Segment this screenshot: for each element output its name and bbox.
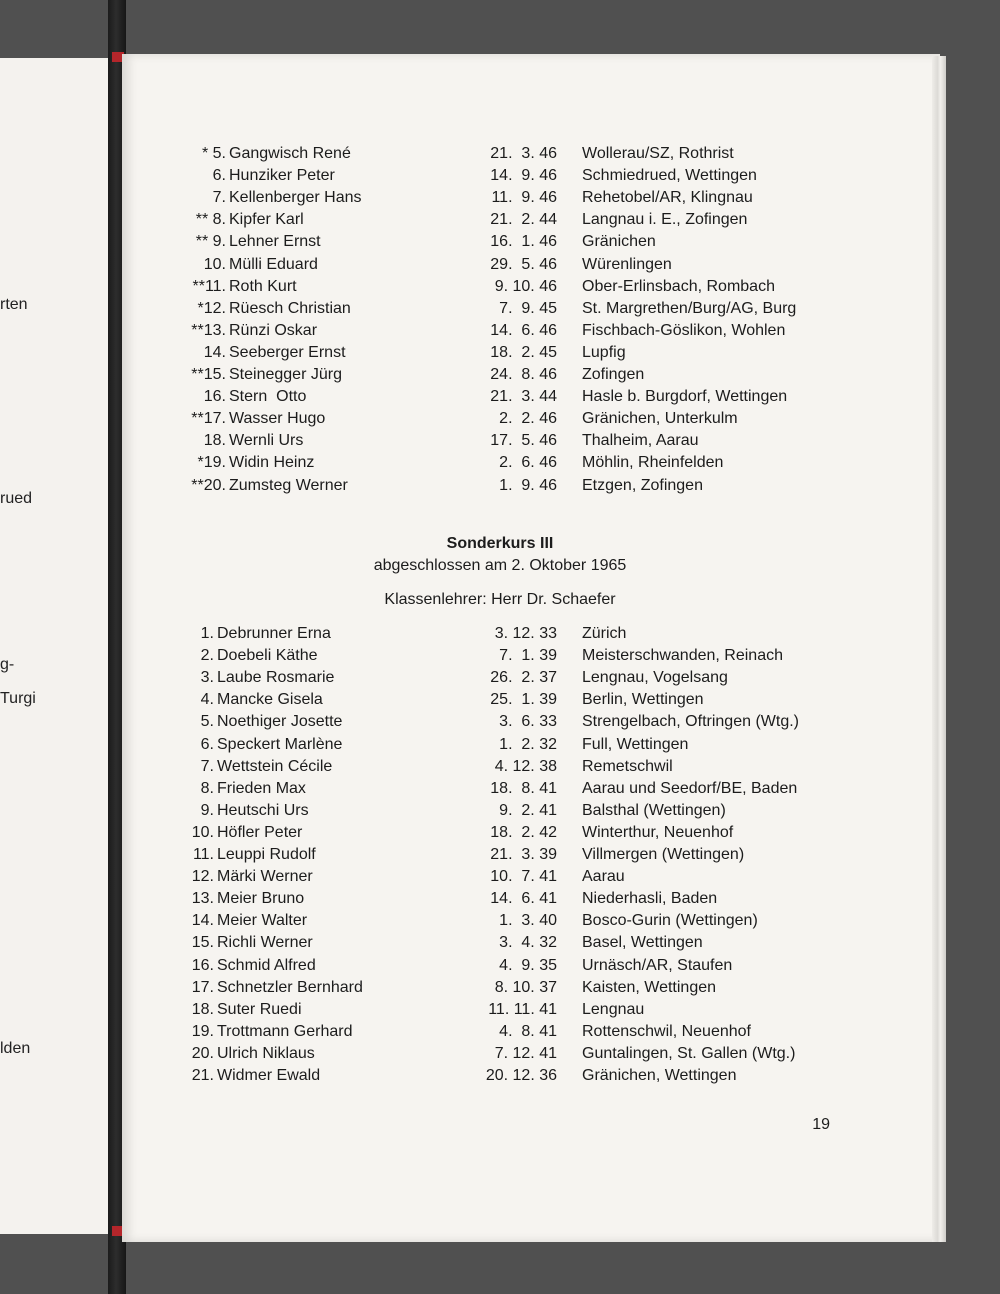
- list-item: [0, 979, 1000, 1001]
- entry-place: Langnau i. E., Zofingen: [582, 211, 748, 229]
- entry-name: Meier Bruno: [217, 890, 305, 908]
- entry-place: St. Margrethen/Burg/AG, Burg: [582, 299, 797, 317]
- entry-place: Urnäsch/AR, Staufen: [582, 956, 733, 974]
- entry-place: Bosco-Gurin (Wettingen): [582, 912, 758, 930]
- list-item: [0, 278, 1000, 300]
- entry-date: 21. 3. 39: [490, 846, 557, 863]
- entry-date: 3. 4. 32: [499, 934, 557, 952]
- list-item: [0, 957, 1000, 979]
- entry-number: **11.: [192, 277, 226, 295]
- entry-number: ** 9.: [195, 233, 226, 251]
- list-item: [0, 647, 1000, 669]
- entry-number: 18.: [191, 1000, 214, 1018]
- entry-number: 6.: [200, 735, 214, 753]
- list-item: [0, 233, 1000, 255]
- entry-number: 16.: [191, 956, 214, 974]
- entry-number: *12.: [197, 299, 226, 317]
- entry-number: 20.: [191, 1044, 214, 1062]
- entry-number: 21.: [191, 1067, 214, 1084]
- entry-place: Niederhasli, Baden: [582, 890, 718, 908]
- list-item: [0, 322, 1000, 344]
- list-item: [0, 868, 1000, 890]
- entry-name: Kipfer Karl: [229, 211, 304, 229]
- entry-date: 4. 12. 38: [494, 757, 557, 775]
- entry-name: Lehner Ernst: [229, 233, 321, 251]
- entry-date: 21. 3. 46: [490, 145, 557, 162]
- list-item: [0, 713, 1000, 735]
- entry-place: Zürich: [582, 625, 627, 642]
- entry-name: Noethiger Josette: [217, 713, 343, 731]
- entry-number: **15.: [191, 366, 226, 383]
- entry-date: 24. 8. 46: [490, 366, 557, 383]
- entry-number: 11.: [192, 846, 214, 863]
- list-item: [0, 1045, 1000, 1067]
- entry-place: Lengnau, Vogelsang: [582, 669, 728, 687]
- entry-number: **17.: [191, 410, 226, 428]
- list-item: [0, 669, 1000, 691]
- entry-name: Kellenberger Hans: [229, 189, 362, 207]
- entry-place: Möhlin, Rheinfelden: [582, 454, 724, 472]
- list-item: [0, 912, 1000, 934]
- entry-place: Gränichen, Unterkulm: [582, 410, 738, 428]
- entry-place: Gränichen: [582, 233, 656, 251]
- entry-name: Mülli Eduard: [229, 255, 318, 273]
- entry-place: Villmergen (Wettingen): [582, 846, 745, 863]
- list-item: [0, 256, 1000, 278]
- list-item: [0, 366, 1000, 388]
- entry-place: Ober-Erlinsbach, Rombach: [582, 277, 775, 295]
- entry-date: 18. 2. 45: [490, 343, 557, 361]
- entry-date: 11. 11. 41: [488, 1000, 557, 1018]
- entry-number: 9.: [200, 801, 214, 819]
- entry-date: 2. 6. 46: [499, 454, 557, 472]
- entry-name: Wasser Hugo: [229, 410, 326, 428]
- section-teacher: Klassenlehrer: Herr Dr. Schaefer: [384, 591, 616, 608]
- entry-place: Etzgen, Zofingen: [582, 476, 703, 494]
- entry-number: 7.: [200, 757, 214, 775]
- entry-name: Frieden Max: [217, 779, 306, 797]
- entry-name: Stern Otto: [229, 388, 307, 406]
- entry-place: Lupfig: [582, 343, 626, 361]
- list-item: [0, 736, 1000, 758]
- entry-name: Gangwisch René: [229, 145, 351, 162]
- list-item: [0, 388, 1000, 410]
- entry-name: Laube Rosmarie: [217, 669, 335, 687]
- list-item: [0, 846, 1000, 868]
- entry-date: 21. 2. 44: [490, 211, 557, 229]
- list-item: [0, 890, 1000, 912]
- list-item: [0, 344, 1000, 366]
- entry-place: Thalheim, Aarau: [582, 432, 699, 450]
- entry-date: 14. 6. 41: [490, 890, 557, 908]
- entry-place: Würenlingen: [582, 255, 672, 273]
- list-item: [0, 432, 1000, 454]
- entry-date: 18. 2. 42: [490, 823, 557, 841]
- entry-date: 2. 2. 46: [499, 410, 557, 428]
- list-item: [0, 625, 1000, 647]
- list-item: [0, 1067, 1000, 1089]
- entry-name: Speckert Marlène: [217, 735, 343, 753]
- left-fragment: Turgi: [0, 690, 36, 707]
- entry-name: Wettstein Cécile: [217, 757, 333, 775]
- entry-name: Rünzi Oskar: [229, 321, 318, 339]
- list-item: [0, 1001, 1000, 1023]
- entry-date: 7. 1. 39: [499, 647, 557, 665]
- entry-date: 1. 3. 40: [499, 912, 557, 930]
- entry-name: Zumsteg Werner: [229, 476, 348, 494]
- entry-number: **20.: [191, 476, 226, 494]
- entry-place: Strengelbach, Oftringen (Wtg.): [582, 713, 799, 731]
- entry-date: 10. 7. 41: [490, 868, 557, 886]
- entry-place: Guntalingen, St. Gallen (Wtg.): [582, 1044, 796, 1062]
- list-item: [0, 300, 1000, 322]
- list-item: [0, 477, 1000, 499]
- list-item: [0, 802, 1000, 824]
- entry-date: 3. 6. 33: [499, 713, 557, 731]
- entry-place: Winterthur, Neuenhof: [582, 823, 734, 841]
- entry-date: 4. 8. 41: [499, 1022, 557, 1040]
- list-item: [0, 758, 1000, 780]
- left-fragment: lden: [0, 1040, 31, 1057]
- list-item: [0, 189, 1000, 211]
- entry-number: **13.: [191, 321, 226, 339]
- entry-place: Rottenschwil, Neuenhof: [582, 1022, 751, 1040]
- entry-place: Balsthal (Wettingen): [582, 801, 726, 819]
- entry-place: Gränichen, Wettingen: [582, 1067, 737, 1084]
- entry-number: *19.: [197, 454, 226, 472]
- entry-name: Wernli Urs: [229, 432, 304, 450]
- entry-place: Wollerau/SZ, Rothrist: [582, 145, 734, 162]
- entry-date: 18. 8. 41: [490, 779, 557, 797]
- entry-date: 9. 10. 46: [494, 277, 557, 295]
- page-number: 19: [812, 1116, 830, 1133]
- entry-date: 14. 9. 46: [490, 167, 557, 185]
- entry-name: Heutschi Urs: [217, 801, 309, 819]
- section-title: Sonderkurs III: [446, 535, 554, 552]
- entry-number: 14.: [203, 343, 226, 361]
- entry-date: 14. 6. 46: [490, 321, 557, 339]
- entry-place: Zofingen: [582, 366, 645, 383]
- entry-place: Aarau und Seedorf/BE, Baden: [582, 779, 798, 797]
- entry-place: Lengnau: [582, 1000, 645, 1018]
- entry-name: Richli Werner: [217, 934, 313, 952]
- entry-date: 11. 9. 46: [491, 189, 557, 207]
- entry-name: Schnetzler Bernhard: [217, 978, 363, 996]
- entry-number: 8.: [200, 779, 214, 797]
- entry-name: Meier Walter: [217, 912, 308, 930]
- entry-place: Rehetobel/AR, Klingnau: [582, 189, 753, 207]
- entry-place: Full, Wettingen: [582, 735, 689, 753]
- entry-number: 1.: [200, 625, 214, 642]
- entry-name: Roth Kurt: [229, 277, 297, 295]
- entry-name: Doebeli Käthe: [217, 647, 318, 665]
- entry-date: 7. 9. 45: [499, 299, 557, 317]
- entry-number: 2.: [200, 647, 214, 665]
- entry-name: Märki Werner: [217, 868, 313, 886]
- entry-date: 1. 2. 32: [499, 735, 557, 753]
- entry-number: 6.: [212, 167, 226, 185]
- entry-date: 1. 9. 46: [499, 476, 557, 494]
- list-item: [0, 211, 1000, 233]
- list-item: [0, 454, 1000, 476]
- entry-name: Mancke Gisela: [217, 691, 323, 709]
- entry-name: Ulrich Niklaus: [217, 1044, 315, 1062]
- entry-number: 14.: [191, 912, 214, 930]
- list-item: [0, 410, 1000, 432]
- entry-place: Basel, Wettingen: [582, 934, 703, 952]
- entry-number: 4.: [200, 691, 214, 709]
- entry-number: * 5.: [201, 145, 226, 162]
- entry-date: 29. 5. 46: [490, 255, 557, 273]
- entry-number: 13.: [191, 890, 214, 908]
- entry-name: Trottmann Gerhard: [217, 1022, 353, 1040]
- entry-place: Remetschwil: [582, 757, 673, 775]
- entry-number: 10.: [191, 823, 214, 841]
- entry-number: 19.: [191, 1022, 214, 1040]
- entry-date: 9. 2. 41: [499, 801, 557, 819]
- entry-place: Meisterschwanden, Reinach: [582, 647, 783, 665]
- entry-number: 17.: [191, 978, 214, 996]
- entry-place: Aarau: [582, 868, 625, 886]
- entry-name: Debrunner Erna: [217, 625, 331, 642]
- entry-number: 15.: [191, 934, 214, 952]
- entry-number: 18.: [203, 432, 226, 450]
- section-subtitle: abgeschlossen am 2. Oktober 1965: [373, 557, 627, 574]
- list-item: [0, 1023, 1000, 1045]
- entry-place: Kaisten, Wettingen: [582, 978, 717, 996]
- entry-name: Höfler Peter: [217, 823, 303, 841]
- entry-place: Hasle b. Burgdorf, Wettingen: [582, 388, 788, 406]
- entry-date: 8. 10. 37: [494, 978, 557, 996]
- list-item: [0, 934, 1000, 956]
- entry-date: 26. 2. 37: [490, 669, 557, 687]
- entry-name: Schmid Alfred: [217, 956, 316, 974]
- entry-date: 20. 12. 36: [485, 1067, 557, 1084]
- entry-name: Seeberger Ernst: [229, 343, 346, 361]
- list-item: [0, 145, 1000, 167]
- entry-number: 10.: [203, 255, 226, 273]
- entry-date: 3. 12. 33: [494, 625, 557, 642]
- entry-place: Schmiedrued, Wettingen: [582, 167, 757, 185]
- entry-date: 17. 5. 46: [490, 432, 557, 450]
- entry-name: Widmer Ewald: [217, 1067, 321, 1084]
- entry-name: Steinegger Jürg: [229, 366, 342, 383]
- entry-date: 21. 3. 44: [490, 388, 557, 406]
- list-item: [0, 780, 1000, 802]
- list-item: [0, 691, 1000, 713]
- entry-name: Hunziker Peter: [229, 167, 335, 185]
- entry-place: Fischbach-Göslikon, Wohlen: [582, 321, 786, 339]
- left-fragment: g-: [0, 656, 15, 673]
- entry-name: Widin Heinz: [229, 454, 315, 472]
- entry-number: 12.: [191, 868, 214, 886]
- entry-date: 4. 9. 35: [499, 956, 557, 974]
- entry-name: Leuppi Rudolf: [217, 846, 316, 863]
- list-item: [0, 167, 1000, 189]
- entry-number: 3.: [200, 669, 214, 687]
- entry-date: 7. 12. 41: [494, 1044, 557, 1062]
- left-fragment: rten: [0, 296, 28, 313]
- entry-date: 16. 1. 46: [490, 233, 557, 251]
- entry-number: ** 8.: [195, 211, 226, 229]
- entry-number: 5.: [200, 713, 214, 731]
- entry-name: Rüesch Christian: [229, 299, 351, 317]
- entry-number: 16.: [203, 388, 226, 406]
- left-fragment: rued: [0, 490, 33, 507]
- entry-name: Suter Ruedi: [217, 1000, 302, 1018]
- entry-date: 25. 1. 39: [490, 691, 557, 709]
- list-item: [0, 824, 1000, 846]
- entry-number: 7.: [212, 189, 226, 207]
- entry-place: Berlin, Wettingen: [582, 691, 704, 709]
